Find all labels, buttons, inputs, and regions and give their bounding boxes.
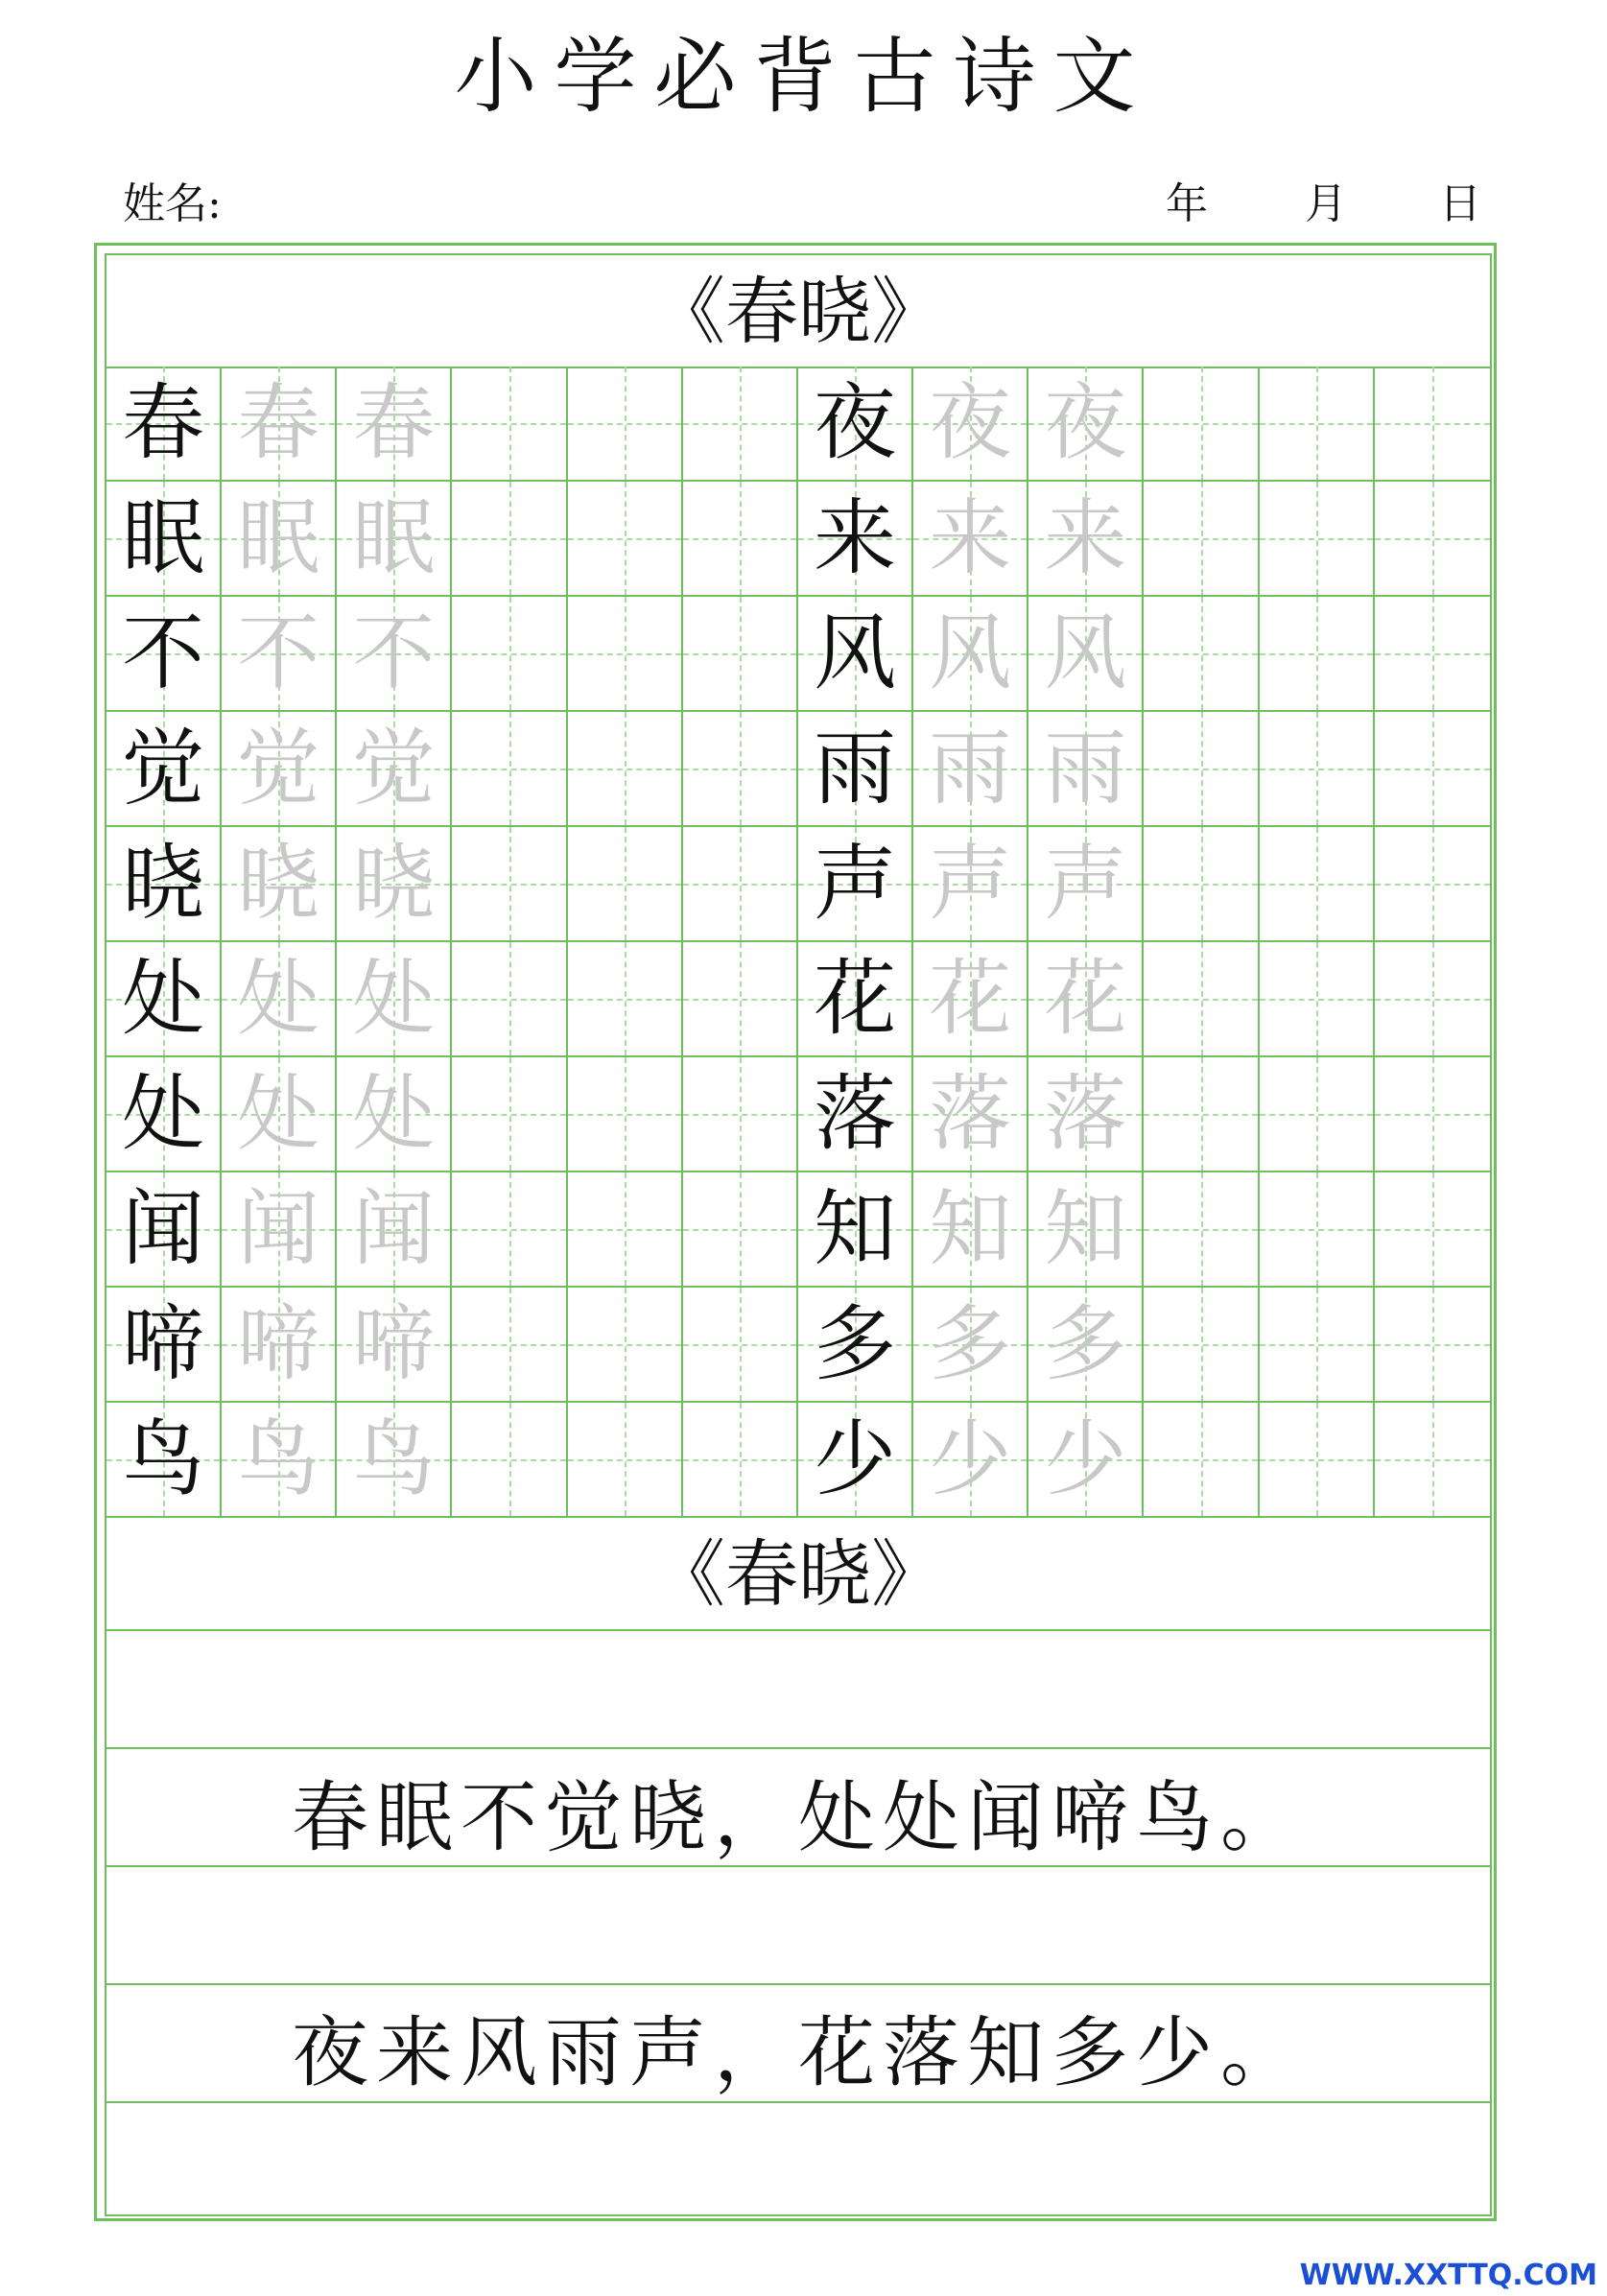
cell-character: 花 (1044, 951, 1127, 1047)
cell-character: 来 (1044, 490, 1127, 586)
blank-practice-cell[interactable] (1260, 1057, 1375, 1172)
cell-character: 闻 (237, 1181, 320, 1277)
blank-practice-cell[interactable] (1260, 1288, 1375, 1403)
blank-practice-cell[interactable] (1375, 1403, 1490, 1518)
blank-practice-cell[interactable] (1144, 367, 1259, 482)
cell-character: 风 (814, 605, 897, 701)
model-character-cell (798, 1403, 913, 1518)
model-character-cell (798, 1288, 913, 1403)
trace-character-cell[interactable] (222, 1288, 337, 1403)
trace-character-cell[interactable] (337, 1057, 452, 1172)
model-character-cell (798, 942, 913, 1057)
model-character-cell (106, 1403, 222, 1518)
cell-character: 花 (929, 951, 1012, 1047)
blank-practice-cell[interactable] (1144, 942, 1259, 1057)
blank-practice-cell[interactable] (568, 827, 683, 942)
trace-character-cell[interactable] (337, 827, 452, 942)
blank-practice-cell[interactable] (683, 1057, 798, 1172)
cell-character: 处 (352, 951, 436, 1047)
blank-practice-cell[interactable] (1375, 942, 1490, 1057)
cell-character: 鸟 (122, 1411, 205, 1507)
trace-character-cell[interactable] (222, 482, 337, 597)
cell-character: 鸟 (352, 1411, 436, 1507)
blank-practice-cell[interactable] (1375, 712, 1490, 827)
blank-practice-cell[interactable] (568, 1403, 683, 1518)
blank-practice-cell[interactable] (452, 712, 567, 827)
cell-character: 夜 (814, 375, 897, 471)
blank-practice-cell[interactable] (452, 942, 567, 1057)
writing-row-blank-1[interactable] (106, 1631, 1490, 1749)
cell-character: 啼 (352, 1296, 436, 1392)
trace-character-cell[interactable] (222, 712, 337, 827)
model-character-cell (106, 827, 222, 942)
cell-character: 觉 (237, 721, 320, 817)
cell-character: 处 (237, 1066, 320, 1162)
month-label: 月 (1305, 179, 1347, 228)
cell-character: 知 (929, 1181, 1012, 1277)
blank-practice-cell[interactable] (1375, 1288, 1490, 1403)
blank-practice-cell[interactable] (683, 482, 798, 597)
trace-character-cell[interactable] (337, 482, 452, 597)
trace-character-cell[interactable] (913, 1057, 1028, 1172)
blank-practice-cell[interactable] (1144, 597, 1259, 712)
trace-character-cell[interactable] (337, 712, 452, 827)
cell-character: 雨 (814, 721, 897, 817)
model-character-cell (106, 367, 222, 482)
trace-character-cell[interactable] (222, 597, 337, 712)
trace-character-cell[interactable] (1028, 482, 1144, 597)
trace-character-cell[interactable] (337, 942, 452, 1057)
blank-practice-cell[interactable] (568, 712, 683, 827)
blank-practice-cell[interactable] (1144, 1403, 1259, 1518)
trace-character-cell[interactable] (222, 942, 337, 1057)
cell-character: 声 (929, 836, 1012, 932)
trace-character-cell[interactable] (1028, 367, 1144, 482)
blank-practice-cell[interactable] (568, 367, 683, 482)
cell-character: 夜 (1044, 375, 1127, 471)
blank-practice-cell[interactable] (568, 597, 683, 712)
blank-practice-cell[interactable] (683, 827, 798, 942)
cell-character: 处 (352, 1066, 436, 1162)
cell-character: 雨 (1044, 721, 1127, 817)
cell-character: 不 (122, 605, 205, 701)
trace-character-cell[interactable] (913, 1172, 1028, 1288)
trace-character-cell[interactable] (337, 1172, 452, 1288)
cell-character: 春 (352, 375, 436, 471)
blank-practice-cell[interactable] (1260, 827, 1375, 942)
trace-character-cell[interactable] (337, 597, 452, 712)
blank-practice-cell[interactable] (1260, 367, 1375, 482)
blank-practice-cell[interactable] (1375, 1172, 1490, 1288)
cell-character: 不 (352, 605, 436, 701)
blank-practice-cell[interactable] (1144, 827, 1259, 942)
cell-character: 晓 (122, 836, 205, 932)
cell-character: 花 (814, 951, 897, 1047)
blank-practice-cell[interactable] (568, 1288, 683, 1403)
cell-character: 不 (237, 605, 320, 701)
cell-character: 啼 (237, 1296, 320, 1392)
blank-practice-cell[interactable] (1260, 482, 1375, 597)
poem-title-bottom: 《春晓》 (106, 1518, 1490, 1631)
page-title: 小学必背古诗文 (454, 29, 1153, 125)
blank-practice-cell[interactable] (1375, 482, 1490, 597)
trace-character-cell[interactable] (222, 1057, 337, 1172)
blank-practice-cell[interactable] (452, 1172, 567, 1288)
blank-practice-cell[interactable] (452, 367, 567, 482)
cell-character: 落 (1044, 1066, 1127, 1162)
trace-character-cell[interactable] (1028, 942, 1144, 1057)
blank-practice-cell[interactable] (1375, 827, 1490, 942)
cell-character: 处 (122, 1066, 205, 1162)
blank-practice-cell[interactable] (1260, 712, 1375, 827)
model-character-cell (106, 1288, 222, 1403)
blank-practice-cell[interactable] (1144, 1057, 1259, 1172)
model-character-cell (106, 942, 222, 1057)
cell-character: 落 (814, 1066, 897, 1162)
cell-character: 多 (1044, 1296, 1127, 1392)
trace-character-cell[interactable] (913, 482, 1028, 597)
blank-practice-cell[interactable] (1260, 942, 1375, 1057)
cell-character: 声 (814, 836, 897, 932)
trace-character-cell[interactable] (913, 712, 1028, 827)
blank-practice-cell[interactable] (1144, 1288, 1259, 1403)
tracing-grid (106, 367, 1490, 1518)
cell-character: 声 (1044, 836, 1127, 932)
trace-character-cell[interactable] (1028, 827, 1144, 942)
trace-character-cell[interactable] (1028, 1288, 1144, 1403)
model-character-cell (106, 712, 222, 827)
model-character-cell (798, 367, 913, 482)
cell-character: 知 (814, 1181, 897, 1277)
cell-character: 处 (122, 951, 205, 1047)
poem-title-top: 《春晓》 (106, 255, 1490, 368)
model-character-cell (798, 482, 913, 597)
cell-character: 知 (1044, 1181, 1127, 1277)
cell-character: 眠 (122, 490, 205, 586)
model-character-cell (106, 482, 222, 597)
trace-character-cell[interactable] (337, 367, 452, 482)
cell-character: 处 (237, 951, 320, 1047)
cell-character: 觉 (122, 721, 205, 817)
blank-practice-cell[interactable] (452, 1403, 567, 1518)
blank-practice-cell[interactable] (452, 1057, 567, 1172)
blank-practice-cell[interactable] (1260, 1172, 1375, 1288)
cell-character: 多 (814, 1296, 897, 1392)
blank-practice-cell[interactable] (568, 1057, 683, 1172)
cell-character: 闻 (122, 1181, 205, 1277)
trace-character-cell[interactable] (222, 1172, 337, 1288)
cell-character: 少 (814, 1411, 897, 1507)
name-label: 姓名: (123, 179, 222, 228)
cell-character: 啼 (122, 1296, 205, 1392)
trace-character-cell[interactable] (222, 1403, 337, 1518)
trace-character-cell[interactable] (913, 942, 1028, 1057)
trace-character-cell[interactable] (337, 1403, 452, 1518)
model-character-cell (106, 1172, 222, 1288)
blank-practice-cell[interactable] (683, 1288, 798, 1403)
watermark: WWW.XXTTQ.COM (1299, 2259, 1597, 2292)
cell-character: 落 (929, 1066, 1012, 1162)
cell-character: 春 (237, 375, 320, 471)
cell-character: 闻 (352, 1181, 436, 1277)
blank-practice-cell[interactable] (452, 597, 567, 712)
trace-character-cell[interactable] (1028, 1057, 1144, 1172)
model-character-cell (798, 597, 913, 712)
cell-character: 眠 (237, 490, 320, 586)
cell-character: 风 (1044, 605, 1127, 701)
model-character-cell (106, 597, 222, 712)
blank-practice-cell[interactable] (568, 482, 683, 597)
model-character-cell (798, 1057, 913, 1172)
cell-character: 来 (814, 490, 897, 586)
trace-character-cell[interactable] (913, 1288, 1028, 1403)
blank-practice-cell[interactable] (1260, 597, 1375, 712)
cell-character: 晓 (352, 836, 436, 932)
blank-practice-cell[interactable] (1260, 1403, 1375, 1518)
trace-character-cell[interactable] (222, 367, 337, 482)
blank-practice-cell[interactable] (1375, 367, 1490, 482)
trace-character-cell[interactable] (913, 827, 1028, 942)
year-label: 年 (1166, 179, 1208, 228)
cell-character: 来 (929, 490, 1012, 586)
blank-practice-cell[interactable] (1144, 712, 1259, 827)
cell-character: 风 (929, 605, 1012, 701)
cell-character: 多 (929, 1296, 1012, 1392)
trace-character-cell[interactable] (913, 597, 1028, 712)
writing-row-blank-2[interactable] (106, 1867, 1490, 1985)
trace-character-cell[interactable] (337, 1288, 452, 1403)
cell-character: 夜 (929, 375, 1012, 471)
blank-practice-cell[interactable] (568, 1172, 683, 1288)
day-label: 日 (1439, 179, 1481, 228)
blank-practice-cell[interactable] (1144, 1172, 1259, 1288)
blank-practice-cell[interactable] (683, 1403, 798, 1518)
blank-practice-cell[interactable] (683, 597, 798, 712)
cell-character: 少 (1044, 1411, 1127, 1507)
cell-character: 觉 (352, 721, 436, 817)
blank-practice-cell[interactable] (683, 712, 798, 827)
trace-character-cell[interactable] (1028, 1403, 1144, 1518)
cell-character: 雨 (929, 721, 1012, 817)
trace-character-cell[interactable] (1028, 712, 1144, 827)
blank-practice-cell[interactable] (452, 482, 567, 597)
cell-character: 春 (122, 375, 205, 471)
poem-line-1: 春眠不觉晓，处处闻啼鸟。 (292, 1773, 1305, 1862)
blank-practice-cell[interactable] (1144, 482, 1259, 597)
blank-practice-cell[interactable] (452, 827, 567, 942)
cell-character: 鸟 (237, 1411, 320, 1507)
trace-character-cell[interactable] (222, 827, 337, 942)
model-character-cell (798, 827, 913, 942)
blank-practice-cell[interactable] (683, 1172, 798, 1288)
model-character-cell (798, 712, 913, 827)
cell-character: 晓 (237, 836, 320, 932)
blank-practice-cell[interactable] (683, 367, 798, 482)
blank-practice-cell[interactable] (1375, 597, 1490, 712)
trace-character-cell[interactable] (1028, 597, 1144, 712)
cell-character: 眠 (352, 490, 436, 586)
poem-line-2: 夜来风雨声，花落知多少。 (292, 2008, 1305, 2097)
model-character-cell (798, 1172, 913, 1288)
blank-practice-cell[interactable] (452, 1288, 567, 1403)
trace-character-cell[interactable] (913, 1403, 1028, 1518)
blank-practice-cell[interactable] (568, 942, 683, 1057)
model-character-cell (106, 1057, 222, 1172)
trace-character-cell[interactable] (1028, 1172, 1144, 1288)
blank-practice-cell[interactable] (683, 942, 798, 1057)
blank-practice-cell[interactable] (1375, 1057, 1490, 1172)
cell-character: 少 (929, 1411, 1012, 1507)
trace-character-cell[interactable] (913, 367, 1028, 482)
